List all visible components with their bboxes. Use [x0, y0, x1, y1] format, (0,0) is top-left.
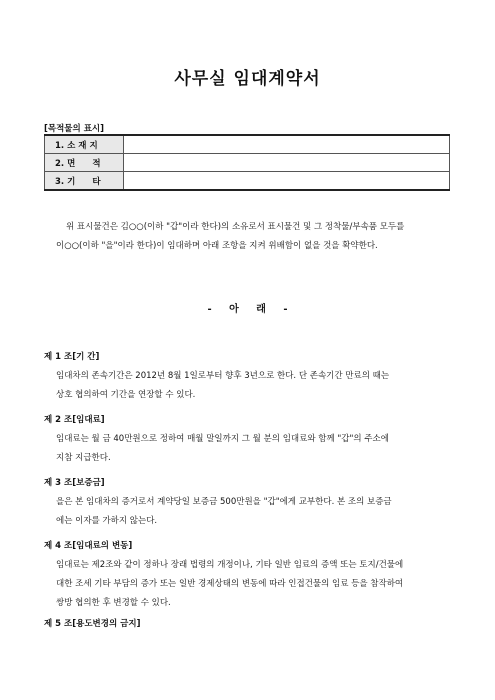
article-body: [44, 556, 464, 613]
article-heading: 제 3 조[보증금]: [44, 478, 105, 488]
article-line: 에는 이자를 가하지 않는다.: [56, 516, 158, 526]
article-heading: 제 1 조[기 간]: [44, 352, 100, 362]
article-heading: 제 4 조[임대료의 변동]: [44, 541, 133, 551]
article-body: [44, 367, 464, 405]
article-2: [44, 413, 464, 468]
article-line: 을은 본 임대차의 증거로서 계약당일 보증금 500만원을 "갑"에게 교부한다. 본 조의 보증금: [56, 497, 392, 507]
row-value-location: [124, 135, 450, 154]
table-row: [45, 135, 450, 154]
article-3: [44, 476, 464, 531]
article-4: [44, 539, 464, 613]
article-5: [44, 617, 464, 634]
intro-line: 이○○(이하 "을"이라 한다)이 임대하며 아래 조항을 지켜 위배함이 없을 것을 확약한다.: [56, 241, 378, 251]
document-title: 사무실 임대계약서: [174, 69, 321, 89]
article-body: [44, 430, 464, 468]
row-value-other: [124, 172, 450, 191]
article-line: 임대차의 존속기간은 2012년 8월 1일로부터 향후 3년으로 한다. 단 존속기간 만료의 때는: [56, 371, 390, 381]
section-label: [목적물의 표시]: [44, 124, 104, 134]
article-line: 임대료는 월 금 40만원으로 정하여 매월 말일까지 그 월 분의 임대료와 함께 "갑"의 주소에: [56, 434, 389, 444]
article-body: [44, 493, 464, 531]
row-label-other: 3. 기 타: [45, 172, 124, 191]
row-label-location: 1. 소 재 지: [45, 135, 124, 154]
article-line: 쌍방 협의한 후 변경할 수 있다.: [56, 598, 171, 608]
table-row: [45, 172, 450, 191]
article-line: 대한 조세 기타 부담의 증가 또는 일반 경제상태의 변동에 따라 인접건물의 임료 등을 참작하여: [56, 579, 404, 589]
property-table: [44, 134, 450, 191]
article-line: 임대료는 제2조와 같이 정하나 장래 법령의 개정이나, 기타 일반 임료의 증액 또는 토지/건물에: [56, 560, 404, 570]
intro-line: 위 표시물건은 김○○(이하 "갑"이라 한다)의 소유로서 표시물건 및 그 정착물/부속품 모두를: [66, 222, 405, 232]
row-value-area: [124, 154, 450, 172]
intro-paragraph: [44, 218, 454, 256]
article-line: 상호 협의하여 기간을 연장할 수 있다.: [56, 390, 196, 400]
table-row: [45, 154, 450, 172]
row-label-area: 2. 면 적: [45, 154, 124, 172]
article-heading: 제 2 조[임대료]: [44, 415, 105, 425]
article-1: [44, 350, 464, 405]
section-divider-heading: - 아 래 -: [207, 304, 288, 315]
article-heading: 제 5 조[용도변경의 금지]: [44, 619, 141, 629]
article-line: 지참 지급한다.: [56, 453, 111, 463]
